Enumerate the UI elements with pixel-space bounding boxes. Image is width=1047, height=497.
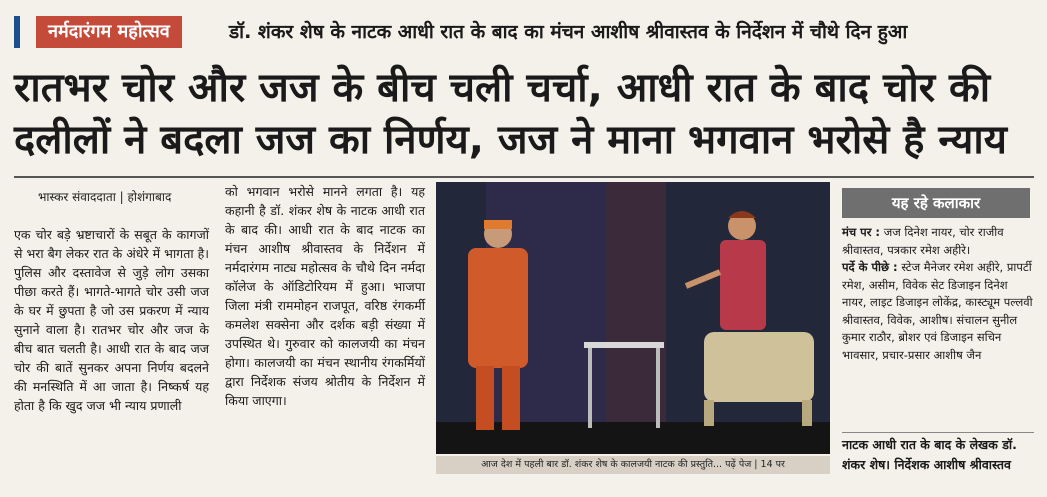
stage-photo <box>436 182 830 454</box>
kicker-bar <box>14 10 1034 54</box>
stage-label: मंच पर : <box>842 225 881 239</box>
headline: रातभर चोर और जज के बीच चली चर्चा, आधी रात के बाद चोर की दलीलों ने बदला जज का निर्णय, जज ने माना भगवान भरोसे है न्याय <box>14 65 1007 163</box>
kicker-text: डॉ. शंकर शेष के नाटक आधी रात के बाद का मंचन आशीष श्रीवास्तव के निर्देशन में चौथे दिन हुआ <box>229 21 908 43</box>
actor-left-cap <box>484 220 512 229</box>
section-tag: नर्मदारंगम महोत्सव <box>36 16 182 48</box>
prop-table-leg <box>588 348 592 428</box>
article-column-1: एक चोर बड़े भ्रष्टाचारों के सबूत के कागजों से भरा बैग लेकर रात के अंधेरे में भागता है। पुलिस और दस्तावेज से जुड़े लोग उसका पीछा करते हैं। भागते-भागते चोर उसी जज के घर में छुपता है जो उस प्रकरण में न्याय सुनाने वाला है। रातभर चोर और जज के बीच बात चलती है। आधी रात के बाद जज चोर की बातें सुनकर अपना निर्णय बदलने की मनस्थिति में आ जाता है। निष्कर्ष यह होता है कि खुद जज भी न्याय प्रणाली <box>14 227 209 413</box>
sidebar-heading: यह रहे कलाकार <box>842 188 1030 218</box>
actor-left-body <box>468 248 528 368</box>
actor-right-shirt <box>720 240 766 330</box>
prop-wicker-chair <box>704 332 814 402</box>
prop-chair-leg <box>704 400 714 426</box>
prop-chair-leg <box>802 400 812 426</box>
sidebar-credits <box>842 224 1034 364</box>
prop-table-top <box>584 342 664 348</box>
divider <box>14 176 1034 178</box>
photo-caption: आज देश में पहली बार डॉ. शंकर शेष के कालजयी नाटक की प्रस्तुति... पढ़ें पेज | 14 पर <box>436 456 830 474</box>
backstage-label: पर्दे के पीछे : <box>842 260 898 274</box>
actor-left-leg <box>476 366 494 430</box>
backstage-credits: स्टेज मैनेजर रमेश अहीरे, प्रापर्टी रमेश, असीम, विवेक सेट डिजाइन दिनेश नायर, लाइट डिजाइन लोकेंद्र, कास्ट्यूम पल्लवी श्रीवास्तव, विवेक, आशीष। संचालन सुनील कुमार राठौर, ब्रोशर एवं डिजाइन सचिन भावसार, प्रचार-प्रसार आशीष जैन <box>842 260 1033 362</box>
stage-floor <box>436 422 830 454</box>
kicker-rule <box>14 16 20 48</box>
article-column-2: को भगवान भरोसे मानने लगता है। यह कहानी है डॉ. शंकर शेष के नाटक आधी रात के बाद की। आधी रात के बाद नाटक का मंचन आशीष श्रीवास्तव के निर्देशन में नर्मदारंगम नाट्य महोत्सव के चौथे दिन नर्मदा कॉलेज के ऑडिटोरियम में हुआ। भाजपा जिला मंत्री राममोहन राजपूत, वरिष्ठ रंगकर्मी कमलेश सक्सेना और दर्शक बड़ी संख्या में उपस्थित थे। गुरुवार को कालजयी का मंचन होगा। कालजयी का मंचन स्थानीय रंगकर्मियों द्वारा निर्देशक संजय श्रोतीय के निर्देशन में किया जाएगा। <box>225 184 425 408</box>
actor-left-leg <box>502 366 520 430</box>
writer-director-credit: नाटक आधी रात के बाद के लेखक डॉ. शंकर शेष। निर्देशक आशीष श्रीवास्तव <box>842 432 1034 475</box>
prop-table-leg <box>656 348 660 428</box>
stage-photo-illustration <box>436 182 830 454</box>
stage-credits: जज दिनेश नायर, चोर राजीव श्रीवास्तव, पत्रकार रमेश अहीरे। <box>842 225 1004 257</box>
byline: भास्कर संवाददाता | होशंगाबाद <box>38 190 172 204</box>
